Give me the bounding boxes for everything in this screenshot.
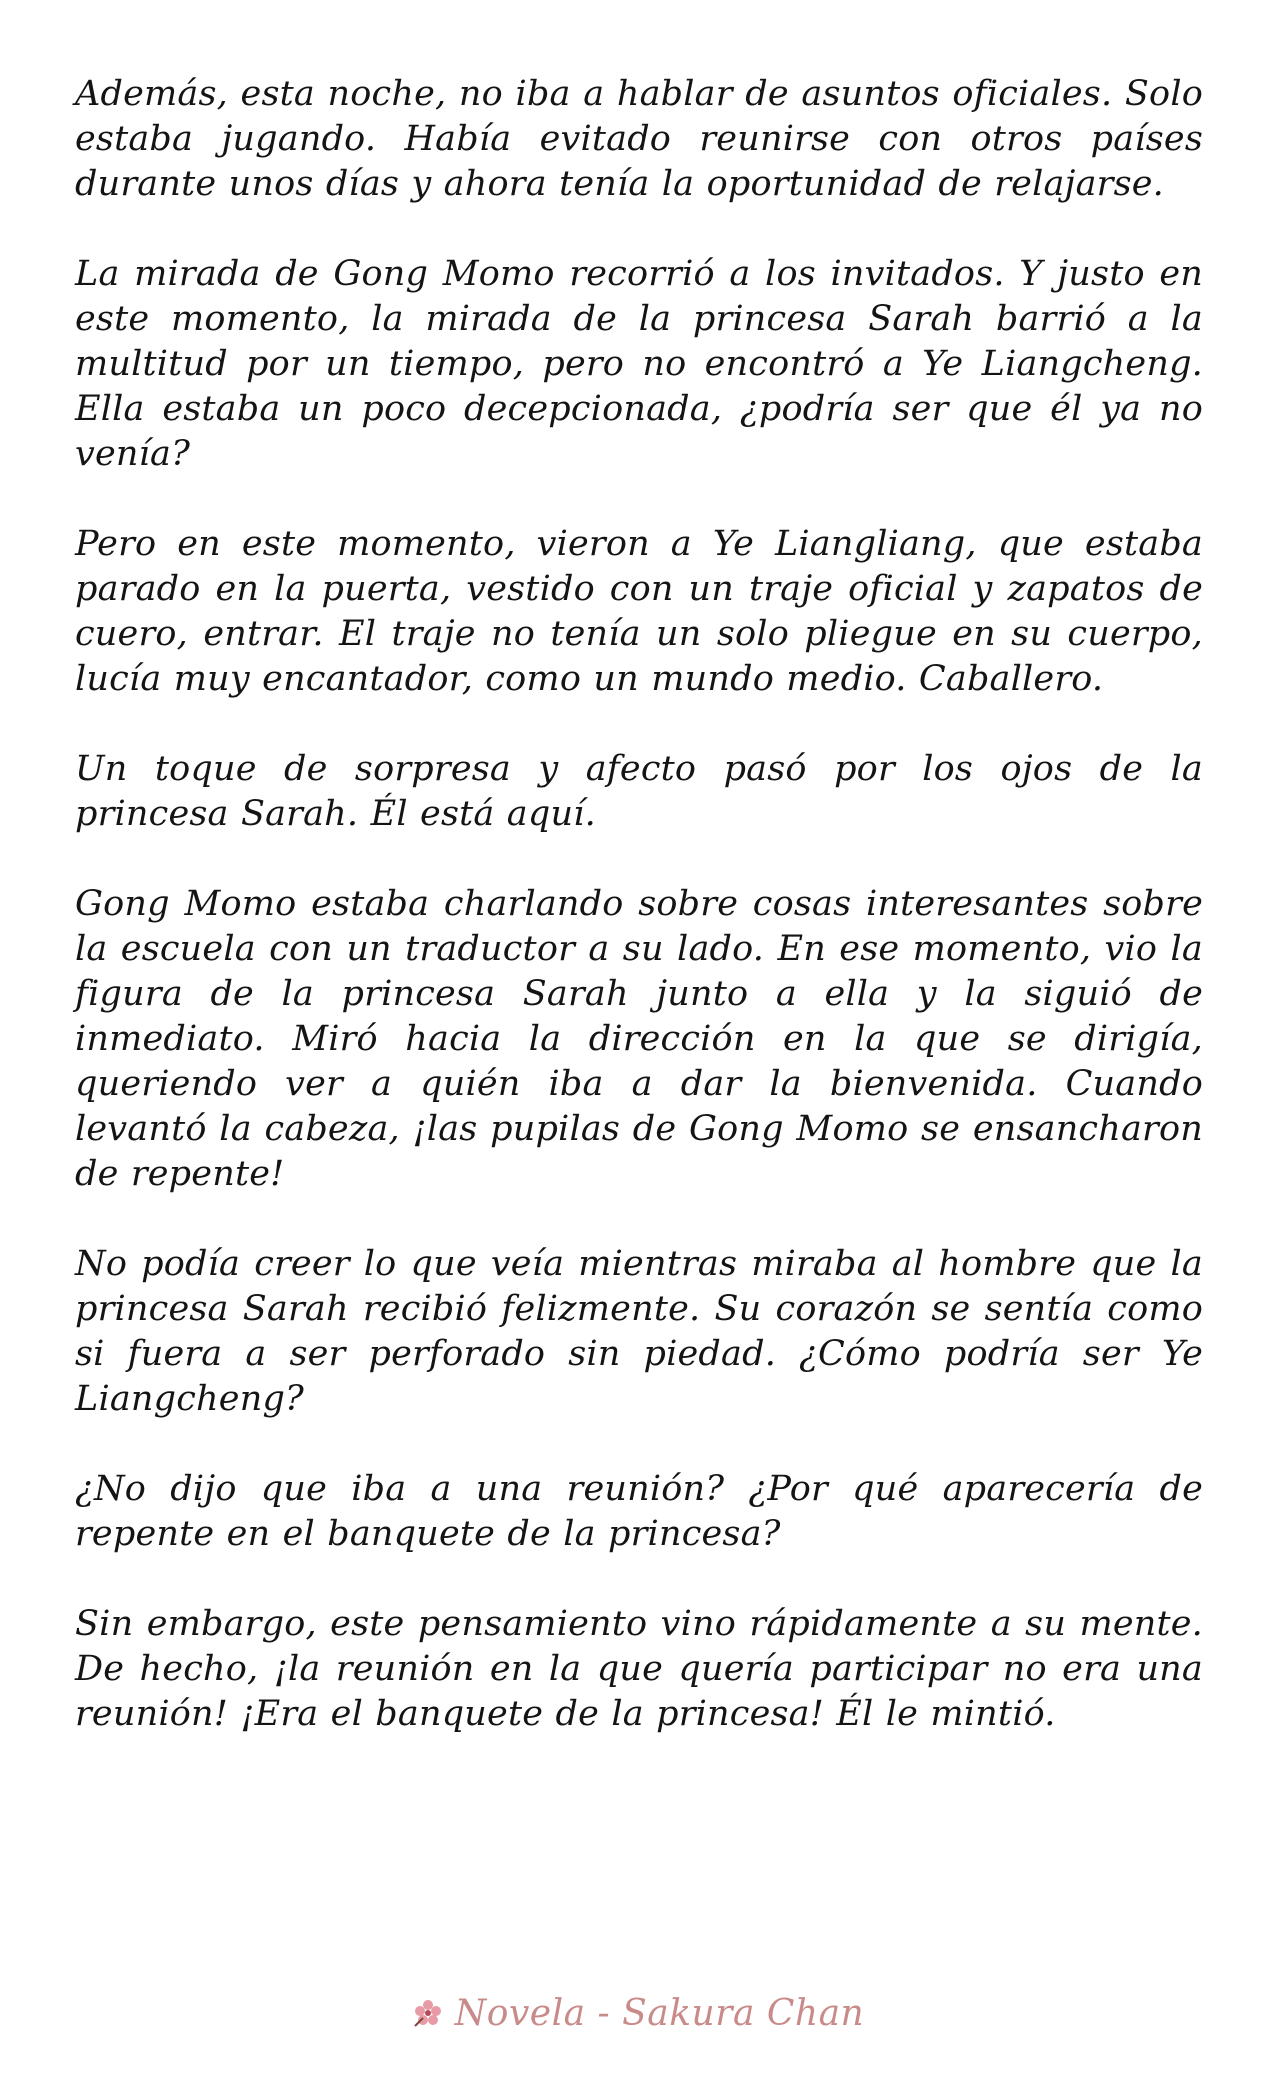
paragraph-6: No podía creer lo que veía mientras miraba al hombre que la princesa Sarah recibió felizmente. Su corazón se sentía como si fuera a ser perforado sin piedad. ¿Cómo podría ser Ye Liangcheng? — [75, 1244, 1203, 1419]
paragraph-1: Además, esta noche, no iba a hablar de asuntos oficiales. Solo estaba jugando. Había evitado reunirse con otros países durante unos días y ahora tenía la oportunidad de relajarse. — [75, 74, 1203, 204]
paragraph-4: Un toque de sorpresa y afecto pasó por los ojos de la princesa Sarah. Él está aquí. — [75, 749, 1203, 834]
paragraph-7: ¿No dijo que iba a una reunión? ¿Por qué aparecería de repente en el banquete de la princesa? — [75, 1469, 1203, 1554]
paragraph-2: La mirada de Gong Momo recorrió a los invitados. Y justo en este momento, la mirada de la princesa Sarah barrió a la multitud por un tiempo, pero no encontró a Ye Liangcheng. Ella estaba un poco decepcionada, ¿podría ser que él ya no venía? — [75, 254, 1203, 474]
watermark-footer — [0, 1988, 1275, 2038]
paragraph-8: Sin embargo, este pensamiento vino rápidamente a su mente. De hecho, ¡la reunión en la que quería participar no era una reunión! ¡Era el banquete de la princesa! Él le mintió. — [75, 1604, 1203, 1734]
paragraph-5: Gong Momo estaba charlando sobre cosas interesantes sobre la escuela con un traductor a su lado. En ese momento, vio la figura de la princesa Sarah junto a ella y la siguió de inmediato. Miró hacia la dirección en la que se dirigía, queriendo ver a quién iba a dar la bienvenida. Cuando levantó la cabeza, ¡las pupilas de Gong Momo se ensancharon de repente! — [75, 884, 1203, 1194]
chapter-text — [75, 72, 1203, 1782]
watermark-text: Novela - Sakura Chan — [454, 1992, 865, 2034]
sakura-flower-icon — [411, 1996, 445, 2030]
paragraph-3: Pero en este momento, vieron a Ye Liangliang, que estaba parado en la puerta, vestido con un traje oficial y zapatos de cuero, entrar. El traje no tenía un solo pliegue en su cuerpo, lucía muy encantador, como un mundo medio. Caballero. — [75, 524, 1203, 699]
